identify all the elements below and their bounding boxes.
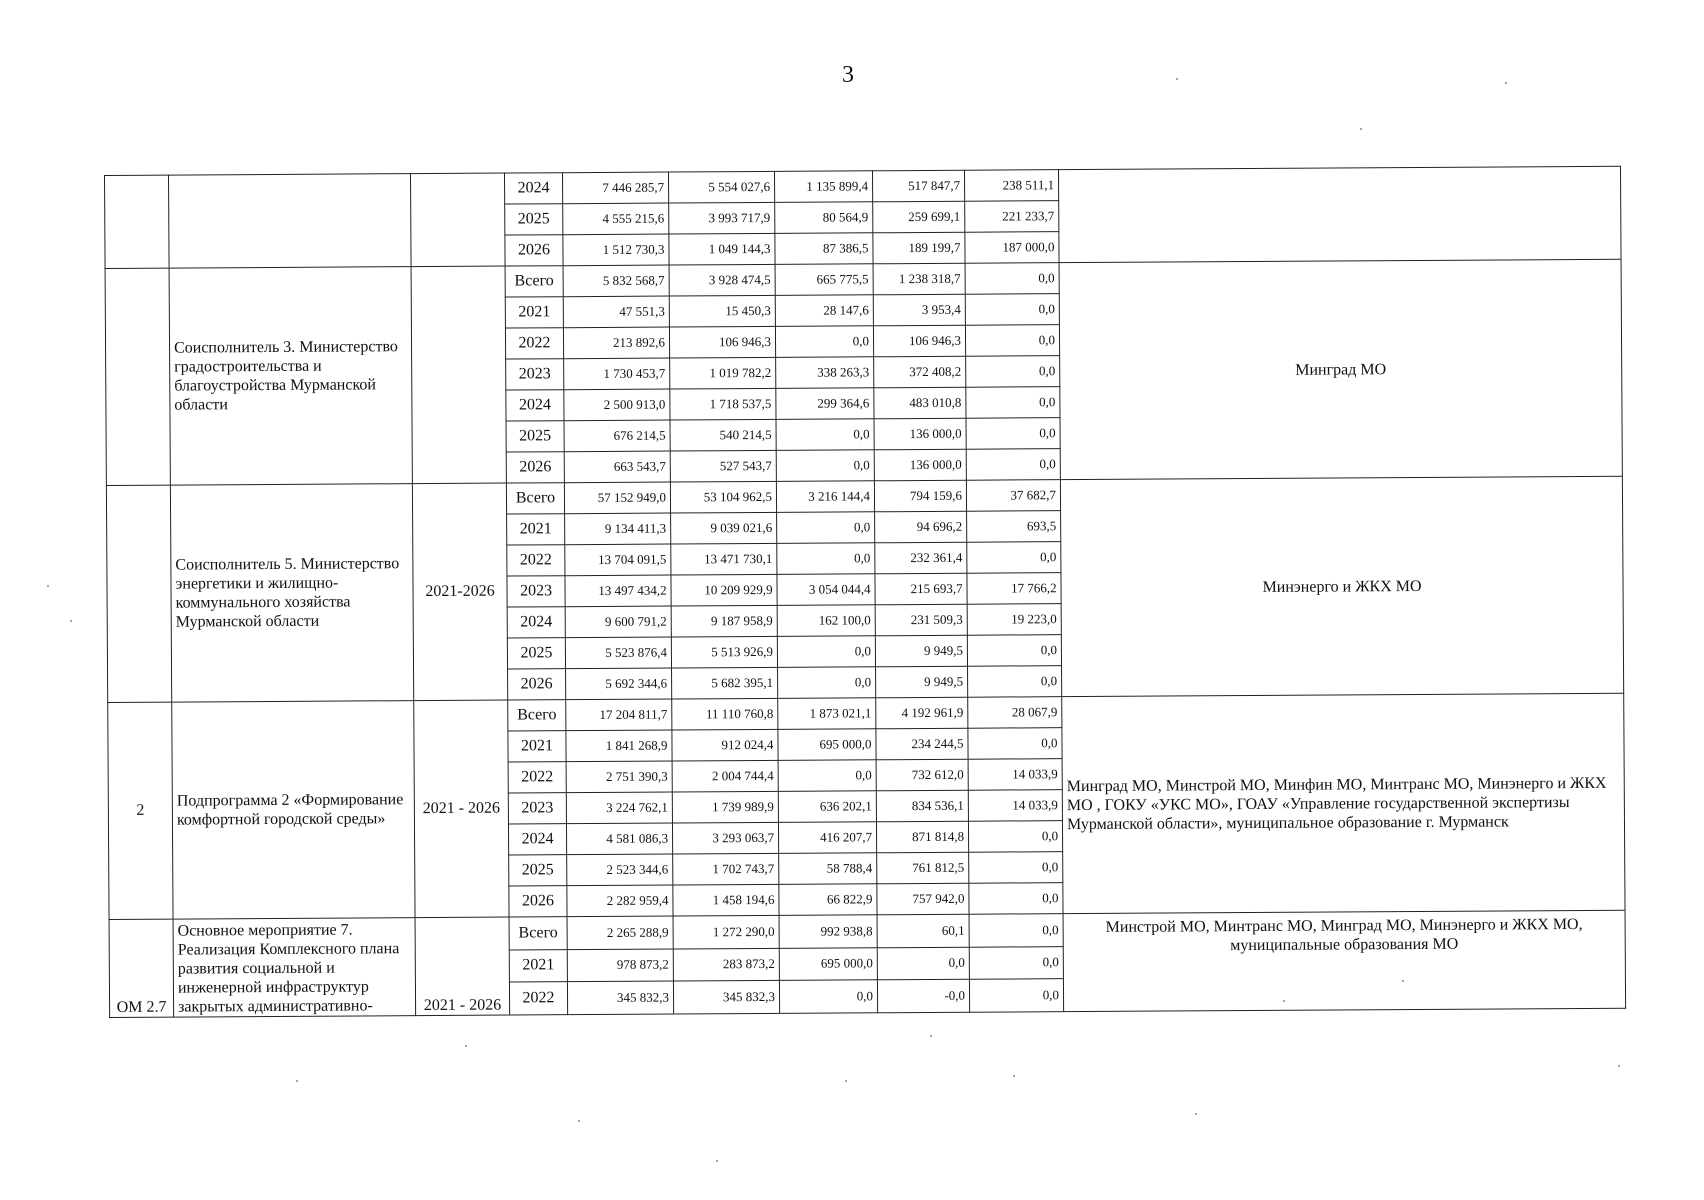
- value-cell: 3 993 717,9: [669, 202, 775, 234]
- value-cell: 1 135 899,4: [774, 171, 872, 203]
- scan-speck: [1360, 128, 1362, 130]
- year-cell: 2024: [508, 824, 566, 855]
- value-cell: 106 946,3: [669, 326, 775, 358]
- table-body: [105, 166, 1626, 1017]
- value-cell: 9 949,5: [876, 666, 968, 698]
- value-cell: 3 293 063,7: [672, 822, 778, 854]
- year-cell: 2022: [508, 762, 566, 793]
- row-responsible: Минстрой МО, Минтранс МО, Минград МО, Минэнерго и ЖКХ МО, муниципальные образования МО: [1063, 910, 1626, 1011]
- row-responsible: Минэнерго и ЖКХ МО: [1060, 476, 1623, 696]
- scan-speck: [465, 1045, 467, 1047]
- value-cell: 5 682 395,1: [672, 667, 778, 699]
- row-period: [411, 266, 506, 484]
- scan-speck: [70, 620, 72, 622]
- value-cell: 0,0: [877, 947, 969, 980]
- value-cell: 2 751 390,3: [566, 761, 672, 793]
- value-cell: 5 832 568,7: [563, 265, 669, 297]
- value-cell: 0,0: [966, 356, 1060, 388]
- value-cell: 7 446 285,7: [562, 172, 668, 204]
- value-cell: 345 832,3: [567, 981, 673, 1014]
- value-cell: 299 364,6: [776, 388, 874, 420]
- year-cell: 2025: [506, 421, 564, 452]
- scan-speck: [930, 1035, 932, 1037]
- scan-speck: [1402, 980, 1404, 982]
- year-cell: 2024: [507, 607, 565, 638]
- scan-speck: [716, 1160, 718, 1162]
- value-cell: 2 004 744,4: [672, 760, 778, 792]
- value-cell: 28 147,6: [775, 295, 873, 327]
- value-cell: 2 523 344,6: [567, 854, 673, 886]
- value-cell: 912 024,4: [672, 729, 778, 761]
- value-cell: 9 134 411,3: [565, 513, 671, 545]
- value-cell: 5 692 344,6: [566, 668, 672, 700]
- year-cell: 2024: [504, 173, 562, 204]
- row-name: Соисполнитель 5. Министерство энергетики и жилищно-коммунального хозяйства Мурманской области: [170, 484, 413, 702]
- value-cell: 221 233,7: [965, 201, 1059, 233]
- value-cell: 136 000,0: [874, 418, 966, 450]
- value-cell: 1 512 730,3: [563, 234, 669, 266]
- value-cell: 1 019 782,2: [670, 357, 776, 389]
- value-cell: 0,0: [969, 979, 1063, 1012]
- value-cell: 3 054 044,4: [777, 574, 875, 606]
- value-cell: 0,0: [969, 946, 1063, 979]
- value-cell: 5 554 027,6: [668, 171, 774, 203]
- scan-speck: [1195, 1113, 1197, 1115]
- period-cell: [410, 173, 505, 267]
- value-cell: 189 199,7: [873, 232, 965, 264]
- value-cell: 372 408,2: [874, 356, 966, 388]
- value-cell: 9 600 791,2: [565, 606, 671, 638]
- value-cell: 0,0: [965, 325, 1059, 357]
- value-cell: 259 699,1: [873, 201, 965, 233]
- year-cell: 2026: [508, 669, 566, 700]
- value-cell: 60,1: [877, 914, 969, 947]
- row-code: [106, 485, 171, 702]
- value-cell: 106 946,3: [873, 325, 965, 357]
- year-cell: 2021: [508, 731, 566, 762]
- row-code: [105, 268, 170, 485]
- value-cell: 527 543,7: [670, 450, 776, 482]
- scan-speck: [296, 1080, 298, 1082]
- value-cell: 517 847,7: [872, 170, 964, 202]
- value-cell: 2 282 959,4: [567, 885, 673, 917]
- value-cell: 695 000,0: [778, 729, 876, 761]
- value-cell: 2 500 913,0: [564, 389, 670, 421]
- row-code: ОМ 2.7: [109, 919, 174, 1017]
- year-cell: 2021: [507, 514, 565, 545]
- value-cell: 162 100,0: [777, 605, 875, 637]
- value-cell: 58 788,4: [779, 853, 877, 885]
- value-cell: 37 682,7: [966, 480, 1060, 512]
- value-cell: 4 192 961,9: [876, 697, 968, 729]
- value-cell: 234 244,5: [876, 728, 968, 760]
- row-period: 2021 - 2026: [414, 700, 509, 918]
- scan-speck: [1013, 1075, 1015, 1077]
- value-cell: 3 216 144,4: [776, 481, 874, 513]
- value-cell: 14 033,9: [968, 759, 1062, 791]
- value-cell: 665 775,5: [775, 264, 873, 296]
- row-period: 2021 - 2026: [415, 917, 510, 1016]
- value-cell: 0,0: [968, 728, 1062, 760]
- value-cell: 238 511,1: [964, 170, 1058, 202]
- value-cell: 0,0: [776, 419, 874, 451]
- value-cell: 0,0: [968, 666, 1062, 698]
- value-cell: 1 238 318,7: [873, 263, 965, 295]
- value-cell: 757 942,0: [877, 883, 969, 915]
- value-cell: 663 543,7: [564, 451, 670, 483]
- value-cell: 17 766,2: [967, 573, 1061, 605]
- value-cell: 66 822,9: [779, 884, 877, 916]
- year-cell: 2022: [509, 982, 567, 1015]
- value-cell: 834 536,1: [876, 790, 968, 822]
- value-cell: 871 814,8: [876, 821, 968, 853]
- row-code: 2: [108, 702, 173, 919]
- value-cell: 416 207,7: [778, 822, 876, 854]
- value-cell: 345 832,3: [673, 981, 779, 1014]
- year-cell: 2021: [509, 949, 567, 982]
- value-cell: 231 509,3: [875, 604, 967, 636]
- value-cell: 213 892,6: [563, 327, 669, 359]
- value-cell: 693,5: [967, 511, 1061, 543]
- value-cell: 28 067,9: [968, 697, 1062, 729]
- year-cell: 2025: [507, 638, 565, 669]
- value-cell: 14 033,9: [968, 790, 1062, 822]
- value-cell: 15 450,3: [669, 295, 775, 327]
- year-cell: 2024: [506, 390, 564, 421]
- year-cell: 2023: [508, 793, 566, 824]
- value-cell: 0,0: [967, 542, 1061, 574]
- value-cell: 5 513 926,9: [671, 636, 777, 668]
- value-cell: 0,0: [779, 980, 877, 1013]
- value-cell: 0,0: [777, 543, 875, 575]
- value-cell: 0,0: [967, 635, 1061, 667]
- value-cell: 19 223,0: [967, 604, 1061, 636]
- value-cell: 676 214,5: [564, 420, 670, 452]
- value-cell: 3 928 474,5: [669, 264, 775, 296]
- year-cell: Всего: [506, 483, 564, 514]
- year-cell: 2023: [506, 359, 564, 390]
- value-cell: 232 361,4: [875, 542, 967, 574]
- value-cell: 483 010,8: [874, 387, 966, 419]
- value-cell: 3 224 762,1: [566, 792, 672, 824]
- value-cell: 215 693,7: [875, 573, 967, 605]
- value-cell: 10 209 929,9: [671, 574, 777, 606]
- value-cell: 9 949,5: [875, 635, 967, 667]
- value-cell: 57 152 949,0: [564, 482, 670, 514]
- value-cell: 0,0: [966, 449, 1060, 481]
- year-cell: Всего: [505, 266, 563, 297]
- row-name: Основное мероприятие 7. Реализация Комплексного плана развития социальной и инженерной инфраструктур закрытых административно-: [173, 918, 416, 1017]
- value-cell: 4 581 086,3: [566, 823, 672, 855]
- value-cell: 0,0: [968, 821, 1062, 853]
- value-cell: 695 000,0: [779, 947, 877, 980]
- row-responsible: Минград МО, Минстрой МО, Минфин МО, Минтранс МО, Минэнерго и ЖКХ МО , ГОКУ «УКС МО», ГОАУ «Управление государственной экспертизы Мурманской области», муниципальное образование г. Мурманск: [1062, 693, 1625, 913]
- value-cell: 0,0: [969, 852, 1063, 884]
- value-cell: 978 873,2: [567, 949, 673, 982]
- year-cell: 2026: [506, 452, 564, 483]
- scan-speck: [845, 1080, 847, 1082]
- row-name: Подпрограмма 2 «Формирование комфортной городской среды»: [172, 701, 415, 919]
- value-cell: 187 000,0: [965, 232, 1059, 264]
- year-cell: 2022: [505, 328, 563, 359]
- year-cell: 2025: [509, 855, 567, 886]
- value-cell: 0,0: [969, 914, 1063, 947]
- value-cell: 1 841 268,9: [566, 730, 672, 762]
- value-cell: 0,0: [965, 294, 1059, 326]
- responsible-cell: [1058, 166, 1621, 262]
- value-cell: 0,0: [777, 512, 875, 544]
- year-cell: 2025: [505, 204, 563, 235]
- value-cell: 3 953,4: [873, 294, 965, 326]
- table-row: [105, 166, 1621, 206]
- code-cell: [105, 175, 170, 268]
- value-cell: 1 272 290,0: [673, 915, 779, 948]
- value-cell: 1 873 021,1: [778, 698, 876, 730]
- value-cell: 87 386,5: [775, 233, 873, 265]
- scan-speck: [47, 585, 49, 587]
- value-cell: 540 214,5: [670, 419, 776, 451]
- value-cell: 1 718 537,5: [670, 388, 776, 420]
- value-cell: 13 704 091,5: [565, 544, 671, 576]
- scan-speck: [1505, 82, 1507, 84]
- value-cell: 13 471 730,1: [671, 543, 777, 575]
- year-cell: Всего: [509, 917, 567, 950]
- value-cell: 4 555 215,6: [563, 203, 669, 235]
- value-cell: 0,0: [778, 760, 876, 792]
- value-cell: 338 263,3: [776, 357, 874, 389]
- value-cell: 0,0: [966, 387, 1060, 419]
- value-cell: 11 110 760,8: [672, 698, 778, 730]
- year-cell: Всего: [508, 700, 566, 731]
- value-cell: 9 039 021,6: [671, 512, 777, 544]
- value-cell: 1 702 743,7: [673, 853, 779, 885]
- value-cell: 992 938,8: [779, 915, 877, 948]
- value-cell: -0,0: [877, 980, 969, 1013]
- value-cell: 0,0: [775, 326, 873, 358]
- page-number: 3: [842, 62, 854, 88]
- value-cell: 1 739 989,9: [672, 791, 778, 823]
- value-cell: 94 696,2: [875, 511, 967, 543]
- value-cell: 0,0: [965, 263, 1059, 295]
- value-cell: 1 730 453,7: [564, 358, 670, 390]
- value-cell: 0,0: [776, 450, 874, 482]
- value-cell: 0,0: [777, 636, 875, 668]
- value-cell: 13 497 434,2: [565, 575, 671, 607]
- value-cell: 2 265 288,9: [567, 916, 673, 949]
- value-cell: 9 187 958,9: [671, 605, 777, 637]
- value-cell: 794 159,6: [874, 480, 966, 512]
- value-cell: 80 564,9: [775, 202, 873, 234]
- value-cell: 0,0: [778, 667, 876, 699]
- scan-speck: [578, 1120, 580, 1122]
- value-cell: 732 612,0: [876, 759, 968, 791]
- value-cell: 0,0: [969, 883, 1063, 915]
- scan-speck: [1176, 78, 1178, 80]
- value-cell: 136 000,0: [874, 449, 966, 481]
- scan-speck: [1618, 1065, 1620, 1067]
- budget-table: [104, 166, 1626, 1018]
- value-cell: 0,0: [966, 418, 1060, 450]
- row-period: 2021-2026: [412, 483, 507, 701]
- row-name: Соисполнитель 3. Министерство градостроительства и благоустройства Мурманской области: [169, 267, 412, 485]
- year-cell: 2026: [509, 886, 567, 917]
- value-cell: 283 873,2: [673, 948, 779, 981]
- year-cell: 2022: [507, 545, 565, 576]
- value-cell: 5 523 876,4: [565, 637, 671, 669]
- value-cell: 17 204 811,7: [566, 699, 672, 731]
- value-cell: 761 812,5: [877, 852, 969, 884]
- value-cell: 1 458 194,6: [673, 884, 779, 916]
- value-cell: 47 551,3: [563, 296, 669, 328]
- row-responsible: Минград МО: [1059, 259, 1622, 479]
- year-cell: 2026: [505, 235, 563, 266]
- value-cell: 636 202,1: [778, 791, 876, 823]
- value-cell: 1 049 144,3: [669, 233, 775, 265]
- value-cell: 53 104 962,5: [670, 481, 776, 513]
- year-cell: 2023: [507, 576, 565, 607]
- year-cell: 2021: [505, 297, 563, 328]
- scan-speck: [1283, 1000, 1285, 1002]
- name-cell: [169, 174, 412, 268]
